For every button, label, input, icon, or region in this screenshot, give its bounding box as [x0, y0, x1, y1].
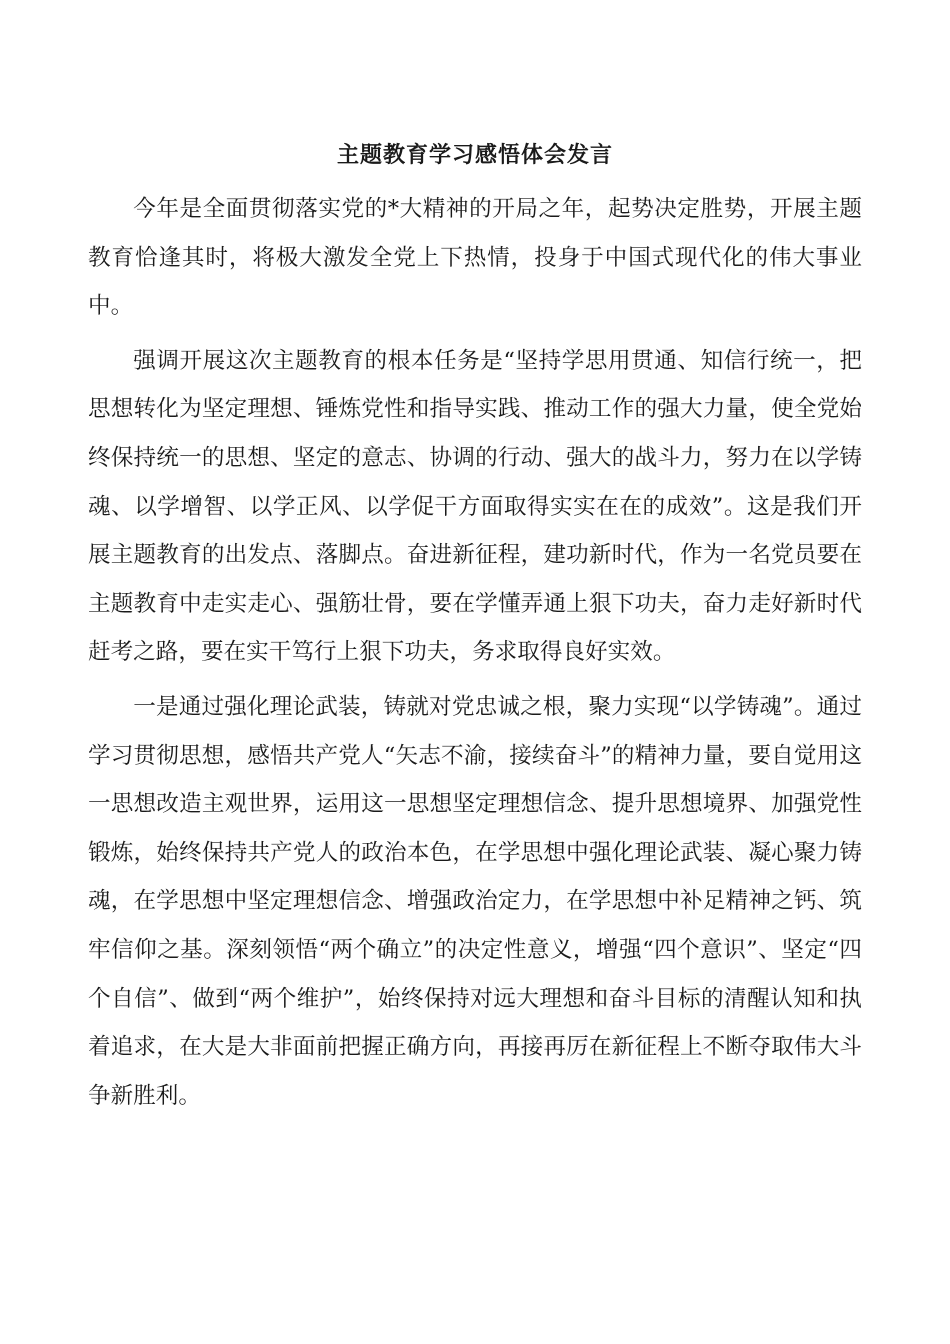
- document-page: [88, 128, 862, 1126]
- paragraph-3: 一是通过强化理论武装，铸就对党忠诚之根，聚力实现“以学铸魂”。通过学习贯彻思想，感悟共产党人“矢志不渝，接续奋斗”的精神力量，要自觉用这一思想改造主观世界，运用这一思想坚定理想信念、提升思想境界、加强党性锻炼，始终保持共产党人的政治本色，在学思想中强化理论武装、凝心聚力铸魂，在学思想中坚定理想信念、增强政治定力，在学思想中补足精神之钙、筑牢信仰之基。深刻领悟“两个确立”的决定性意义，增强“四个意识”、坚定“四个自信”、做到“两个维护”，始终保持对远大理想和奋斗目标的清醒认知和执着追求，在大是大非面前把握正确方向，再接再厉在新征程上不断夺取伟大斗争新胜利。: [88, 693, 862, 1109]
- document-title: 主题教育学习感悟体会发言: [336, 143, 613, 168]
- paragraph-1: 今年是全面贯彻落实党的*大精神的开局之年，起势决定胜势，开展主题教育恰逢其时，将极大激发全党上下热情，投身于中国式现代化的伟大事业中。: [88, 196, 862, 320]
- paragraph-2: 强调开展这次主题教育的根本任务是“坚持学思用贯通、知信行统一，把思想转化为坚定理想、锤炼党性和指导实践、推动工作的强大力量，使全党始终保持统一的思想、坚定的意志、协调的行动、强大的战斗力，努力在以学铸魂、以学增智、以学正风、以学促干方面取得实实在在的成效”。这是我们开展主题教育的出发点、落脚点。奋进新征程，建功新时代，作为一名党员要在主题教育中走实走心、强筋壮骨，要在学懂弄通上狠下功夫，奋力走好新时代赶考之路，要在实干笃行上狠下功夫，务求取得良好实效。: [88, 347, 862, 666]
